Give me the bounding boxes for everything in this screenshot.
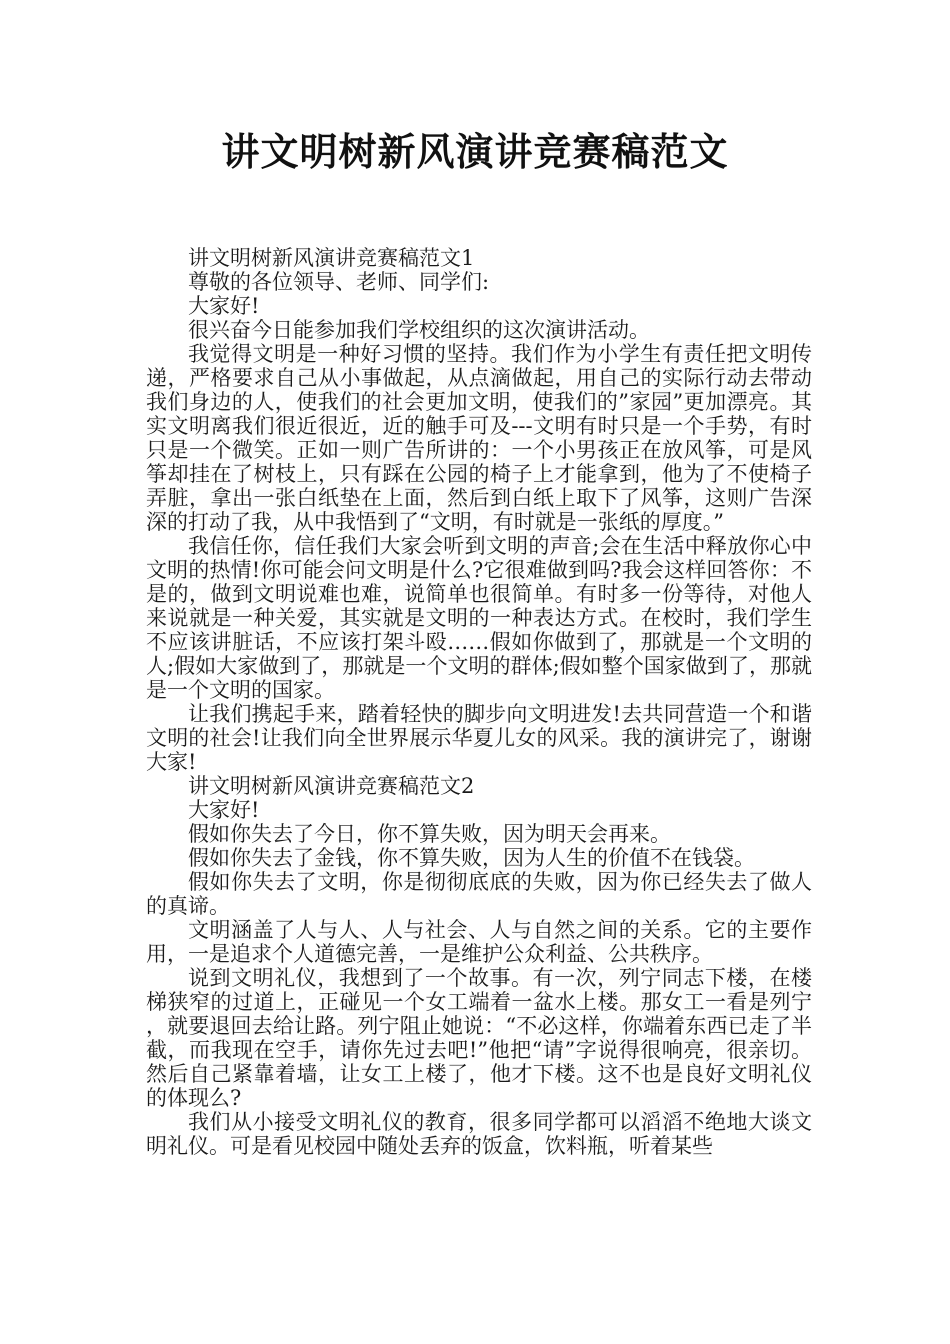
document-body <box>146 246 812 1158</box>
salutation: 尊敬的各位领导、老师、同学们: <box>188 270 490 294</box>
paragraph: 很兴奋今日能参加我们学校组织的这次演讲活动。 <box>188 318 650 342</box>
paragraph: 假如你失去了今日，你不算失败，因为明天会再来。 <box>188 822 671 846</box>
paragraph: 我觉得文明是一种好习惯的坚持。我们作为小学生有责任把文明传递，严格要求自己从小事做起，从点滴做起，用自己的实际行动去带动我们身边的人，使我们的社会更加文明，使我们的”家园”更加漂亮。其实文明离我们很近很近，近的触手可及---文明有时只是一个手势，有时只是一个微笑。正如一则广告所讲的：一个小男孩正在放风筝，可是风筝却挂在了树枝上，只有踩在公园的椅子上才能拿到，他为了不使椅子弄脏，拿出一张白纸垫在上面，然后到白纸上取下了风筝，这则广告深深的打动了我，从中我悟到了“文明，有时就是一张纸的厚度。” <box>146 342 812 534</box>
section-heading-1: 讲文明树新风演讲竞赛稿范文1 <box>188 246 475 270</box>
paragraph: 假如你失去了文明，你是彻彻底底的失败，因为你已经失去了做人的真谛。 <box>146 870 812 918</box>
document-title: 讲文明树新风演讲竞赛稿范文 <box>221 130 729 174</box>
section-heading-2: 讲文明树新风演讲竞赛稿范文2 <box>188 774 475 798</box>
paragraph: 说到文明礼仪，我想到了一个故事。有一次，列宁同志下楼，在楼梯狭窄的过道上，正碰见一个女工端着一盆水上楼。那女工一看是列宁，就要退回去给让路。列宁阻止她说：“不必这样，你端着东西已走了半截，而我现在空手，请你先过去吧!”他把“请”字说得很响亮，很亲切。然后自己紧靠着墙，让女工上楼了，他才下楼。这不也是良好文明礼仪的体现么? <box>146 966 812 1110</box>
paragraph: 我们从小接受文明礼仪的教育，很多同学都可以滔滔不绝地大谈文明礼仪。可是看见校园中随处丢弃的饭盒，饮料瓶，听着某些 <box>146 1110 812 1158</box>
paragraph: 假如你失去了金钱，你不算失败，因为人生的价值不在钱袋。 <box>188 846 755 870</box>
paragraph: 文明涵盖了人与人、人与社会、人与自然之间的关系。它的主要作用，一是追求个人道德完善，一是维护公众利益、公共秩序。 <box>146 918 812 966</box>
greeting: 大家好! <box>188 294 260 318</box>
paragraph: 我信任你，信任我们大家会听到文明的声音;会在生活中释放你心中文明的热情!你可能会问文明是什么?它很难做到吗?我会这样回答你：不是的，做到文明说难也难，说简单也很简单。有时多一份等待，对他人来说就是一种关爱，其实就是文明的一种表达方式。在校时，我们学生不应该讲脏话，不应该打架斗殴……假如你做到了，那就是一个文明的人;假如大家做到了，那就是一个文明的群体;假如整个国家做到了，那就是一个文明的国家。 <box>146 534 812 702</box>
paragraph: 让我们携起手来，踏着轻快的脚步向文明进发!去共同营造一个和谐文明的社会!让我们向全世界展示华夏儿女的风采。我的演讲完了，谢谢大家! <box>146 702 812 774</box>
greeting: 大家好! <box>188 798 260 822</box>
